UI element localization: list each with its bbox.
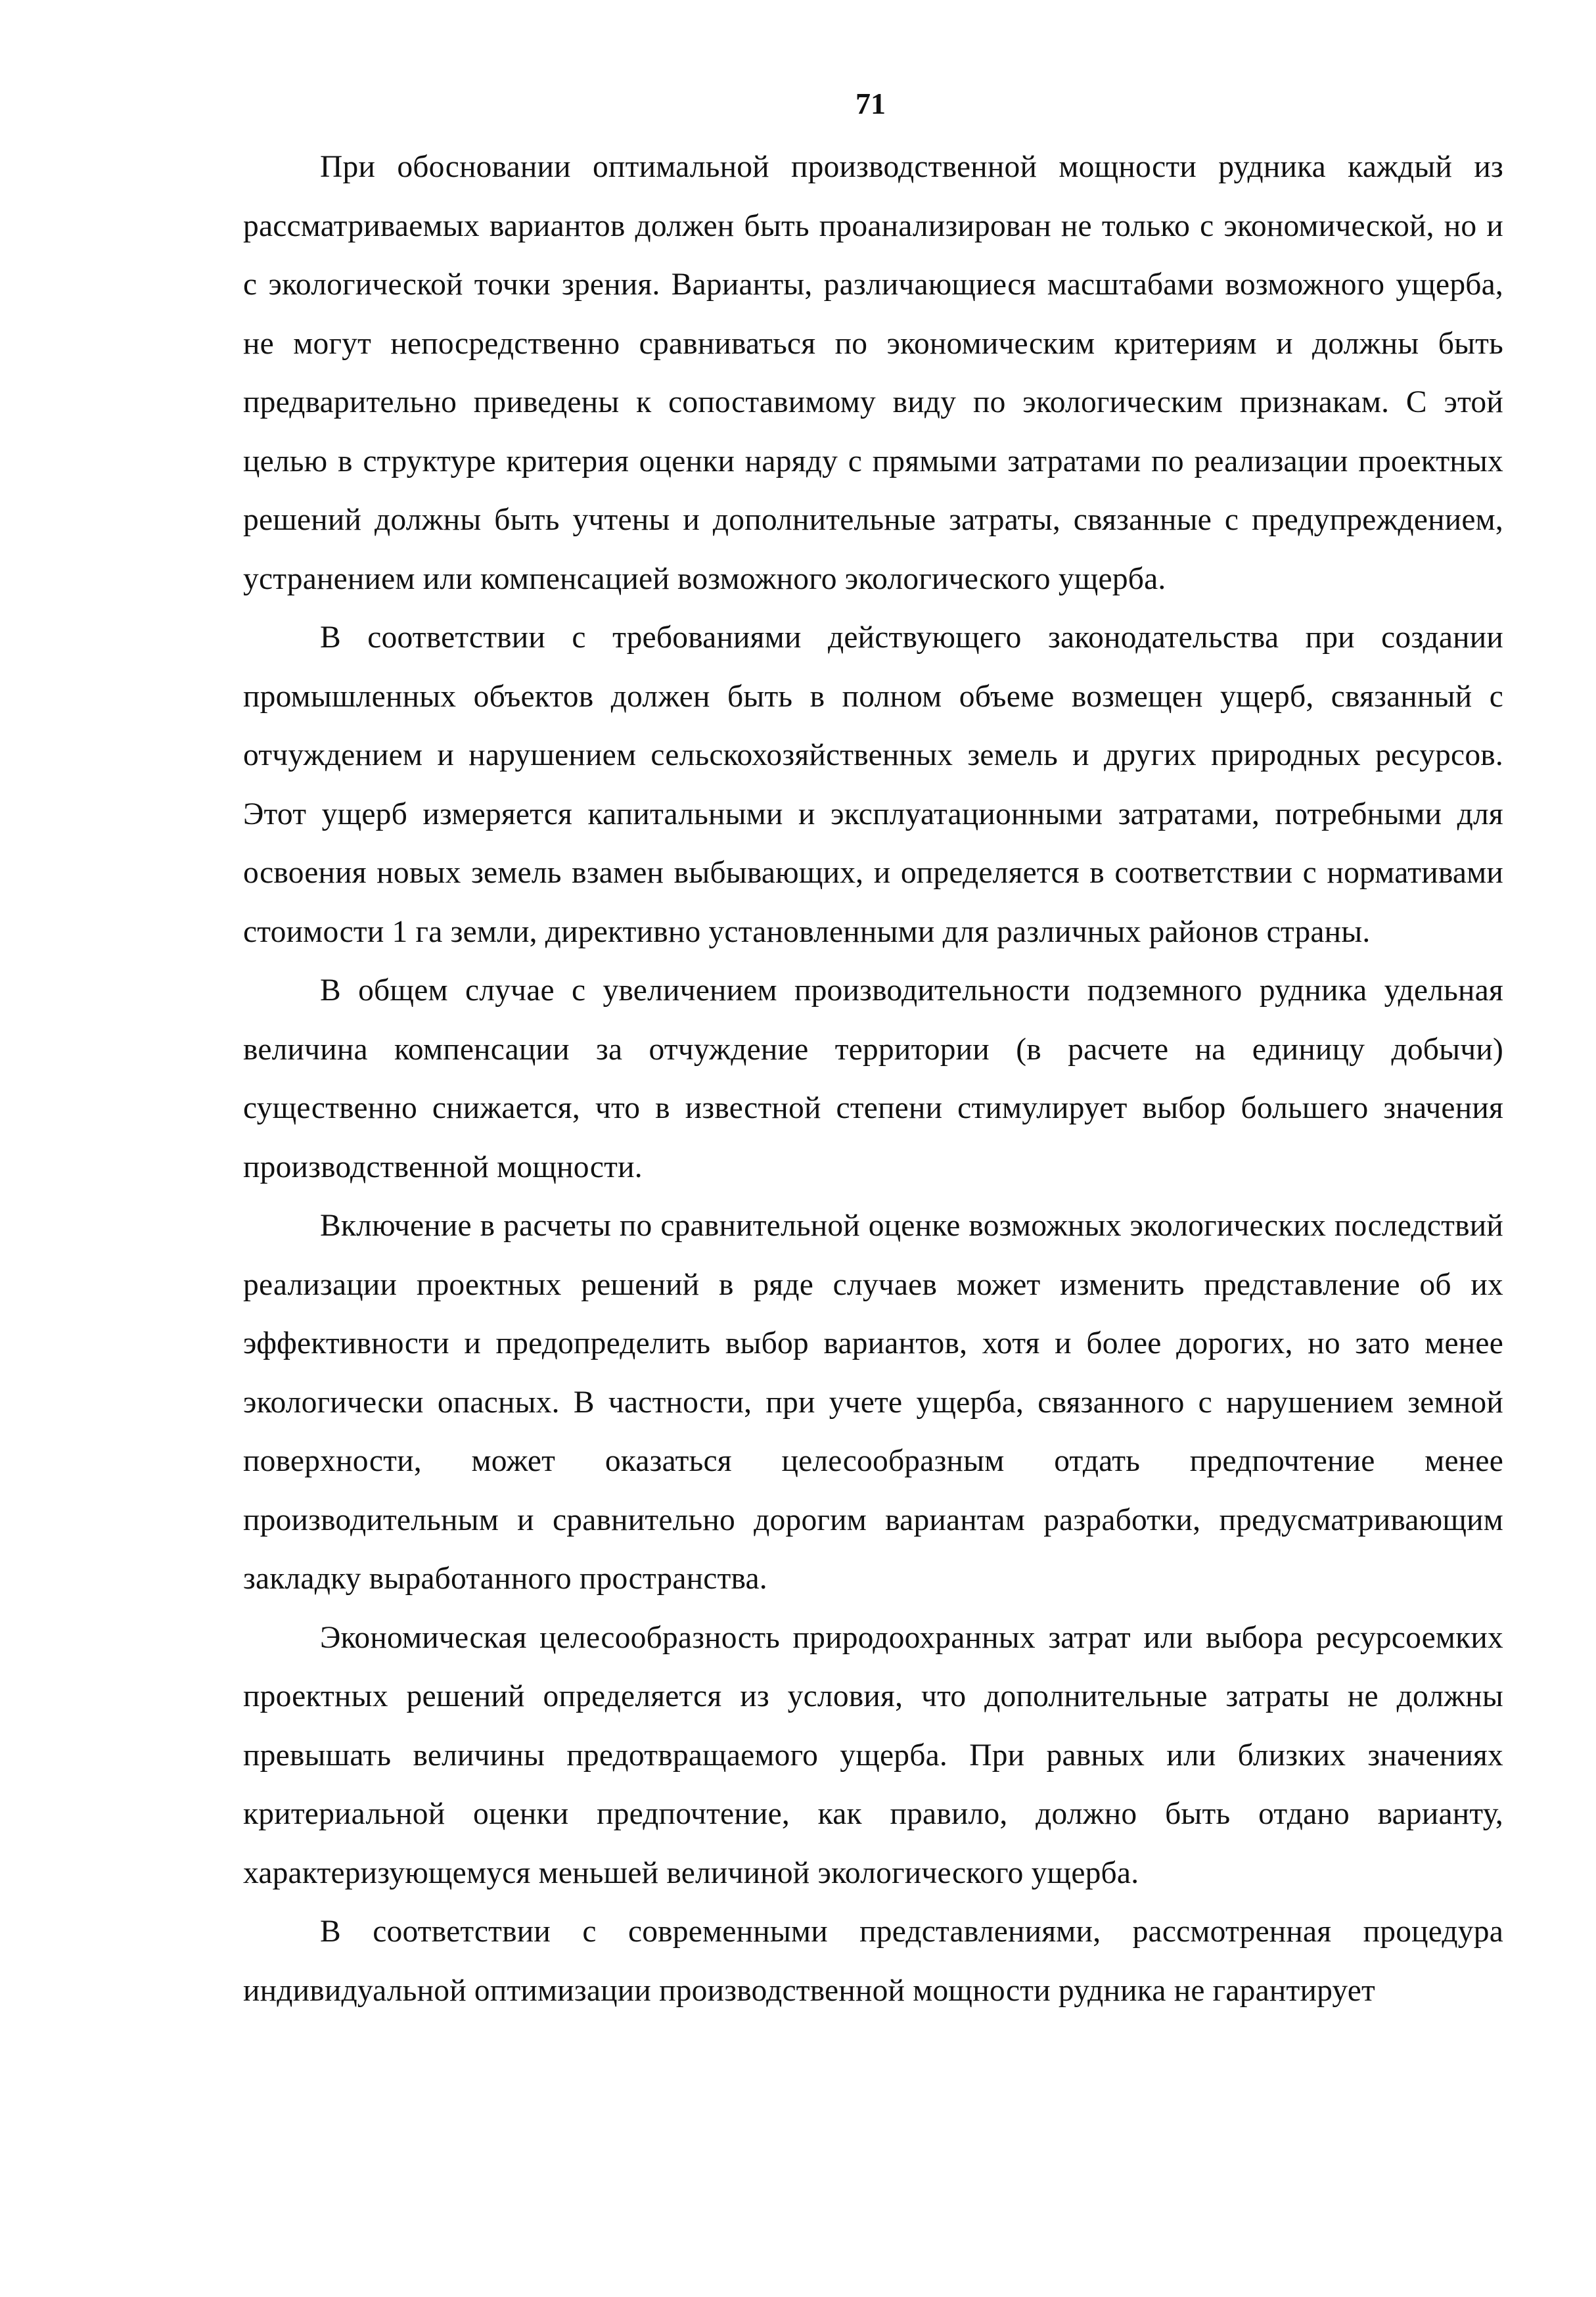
paragraph-5: Экономическая целесообразность природоохранных затрат или выбора ресурсоемких проектных решений определяется из условия, что дополнительные затраты не должны превышать величины предотвращаемого ущерба. При равных или близких значениях критериальной оценки предпочтение, как правило, должно быть отдано варианту, характеризующемуся меньшей величиной экологического ущерба. [243, 1620, 1503, 1890]
paragraph-2: В соответствии с требованиями действующего законодательства при создании промышленных объектов должен быть в полном объеме возмещен ущерб, связанный с отчуждением и нарушением сельскохозяйственных земель и других природных ресурсов. Этот ущерб измеряется капитальными и эксплуатационными затратами, потребными для освоения новых земель взамен выбывающих, и определяется в соответствии с нормативами стоимости 1 га земли, директивно установленными для различных районов страны. [243, 620, 1503, 949]
paragraph-3: В общем случае с увеличением производительности подземного рудника удельная величина компенсации за отчуждение территории (в расчете на единицу добычи) существенно снижается, что в известной степени стимулирует выбор большего значения производственной мощности. [243, 973, 1503, 1184]
paragraph-4: Включение в расчеты по сравнительной оценке возможных экологических последствий реализации проектных решений в ряде случаев может изменить представление об их эффективности и предопределить выбор вариантов, хотя и более дорогих, но зато менее экологически опасных. В частности, при учете ущерба, связанного с нарушением земной поверхности, может оказаться целесообразным отдать предпочтение менее производительным и сравнительно дорогим вариантам разработки, предусматривающим закладку выработанного пространства. [243, 1209, 1503, 1596]
page-number: 71 [855, 87, 886, 120]
paragraph-6: В соответствии с современными представлениями, рассмотренная процедура индивидуальной оптимизации производственной мощности рудника не гарантирует [243, 1914, 1503, 2008]
document-body [243, 138, 1503, 2020]
paragraph-1: При обосновании оптимальной производственной мощности рудника каждый из рассматриваемых вариантов должен быть проанализирован не только с экономической, но и с экологической точки зрения. Варианты, различающиеся масштабами возможного ущерба, не могут непосредственно сравниваться по экономическим критериям и должны быть предварительно приведены к сопоставимому виду по экологическим признакам. С этой целью в структуре критерия оценки наряду с прямыми затратами по реализации проектных решений должны быть учтены и дополнительные затраты, связанные с предупреждением, устранением или компенсацией возможного экологического ущерба. [243, 150, 1503, 596]
